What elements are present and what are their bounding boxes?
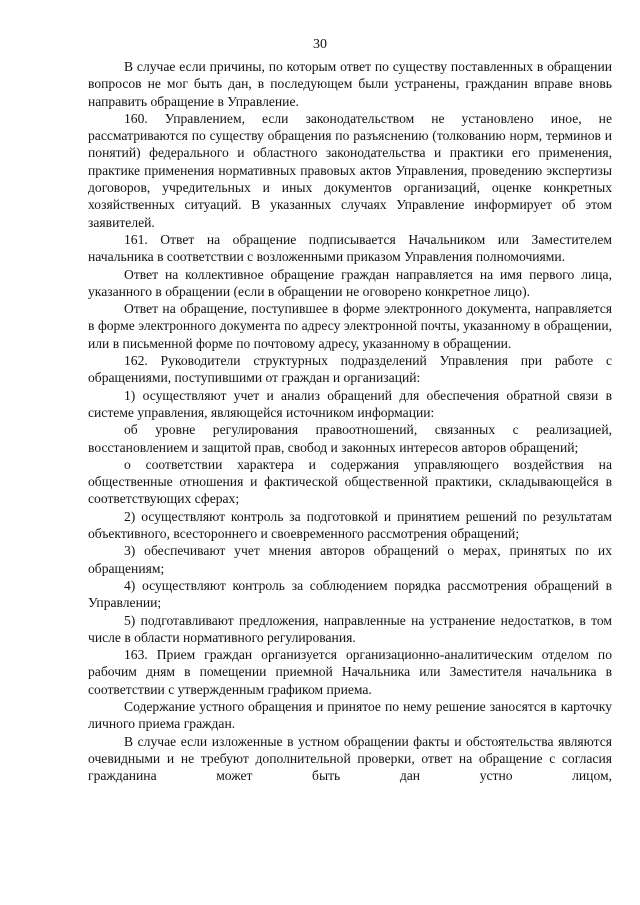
- document-body: [88, 58, 612, 784]
- page-number: 30: [313, 37, 327, 52]
- list-item-5: 5) подготавливают предложения, направленные на устранение недостатков, в том числе в области нормативного регулирования.: [88, 612, 612, 645]
- paragraph-162: 162. Руководители структурных подразделений Управления при работе с обращениями, поступившими от граждан и организаций:: [88, 353, 612, 386]
- list-item-2: 2) осуществляют контроль за подготовкой и принятием решений по результатам объективного, всестороннего и своевременного рассмотрения обращений;: [88, 508, 612, 542]
- paragraph-161: 161. Ответ на обращение подписывается Начальником или Заместителем начальника в соответствии с возложенными приказом Управления полномочиями.: [88, 231, 612, 265]
- paragraph-160: 160. Управлением, если законодательством не установлено иное, не рассматриваются по существу обращения по разъяснению (толкованию норм, терминов и понятий) федерального и областного законодательства и практики его применения, практике применения нормативных правовых актов Управления, проведению экспертизы договоров, учредительных и иных документов организаций, оценке конкретных хозяйственных ситуаций. В указанных случаях Управление информирует об этом заявителей.: [88, 110, 612, 230]
- paragraph-electronic-reply: Ответ на обращение, поступившее в форме электронного документа, направляется в форме электронного документа по адресу электронной почты, указанному в обращении, или в письменной форме по почтовому адресу, указанному в обращении.: [88, 301, 612, 351]
- paragraph-collective-reply: Ответ на коллективное обращение граждан направляется на имя первого лица, указанного в обращении (если в обращении не оговорено конкретное лицо).: [88, 266, 612, 299]
- paragraph-reply-resend: В случае если причины, по которым ответ по существу поставленных в обращении вопросов не мог быть дан, в последующем были устранены, гражданин вправе вновь направить обращение в Управление.: [88, 59, 612, 109]
- list-item-4: 4) осуществляют контроль за соблюдением порядка рассмотрения обращений в Управлении;: [88, 577, 612, 611]
- paragraph-oral-reply: В случае если изложенные в устном обращении факты и обстоятельства являются очевидными и не требуют дополнительной проверки, ответ на обращение с согласия гражданина может быть дан устно лицом,: [88, 733, 612, 784]
- sub-item-regulation-level: об уровне регулирования правоотношений, связанных с реализацией, восстановлением и защитой прав, свобод и законных интересов авторов обращений;: [88, 422, 612, 455]
- list-item-1: 1) осуществляют учет и анализ обращений для обеспечения обратной связи в системе управления, являющейся источником информации:: [88, 387, 612, 420]
- list-item-3: 3) обеспечивают учет мнения авторов обращений о мерах, принятых по их обращениям;: [88, 543, 612, 576]
- paragraph-oral-record: Содержание устного обращения и принятое по нему решение заносятся в карточку личного приема граждан.: [88, 698, 612, 732]
- paragraph-163: 163. Прием граждан организуется организационно-аналитическим отделом по рабочим дням в помещении приемной Начальника или Заместителя начальника в соответствии с утвержденным графиком приема.: [88, 647, 612, 697]
- sub-item-conformity: о соответствии характера и содержания управляющего воздействия на общественные отношения и фактической общественной практики, складывающейся в соответствующих сферах;: [88, 456, 612, 507]
